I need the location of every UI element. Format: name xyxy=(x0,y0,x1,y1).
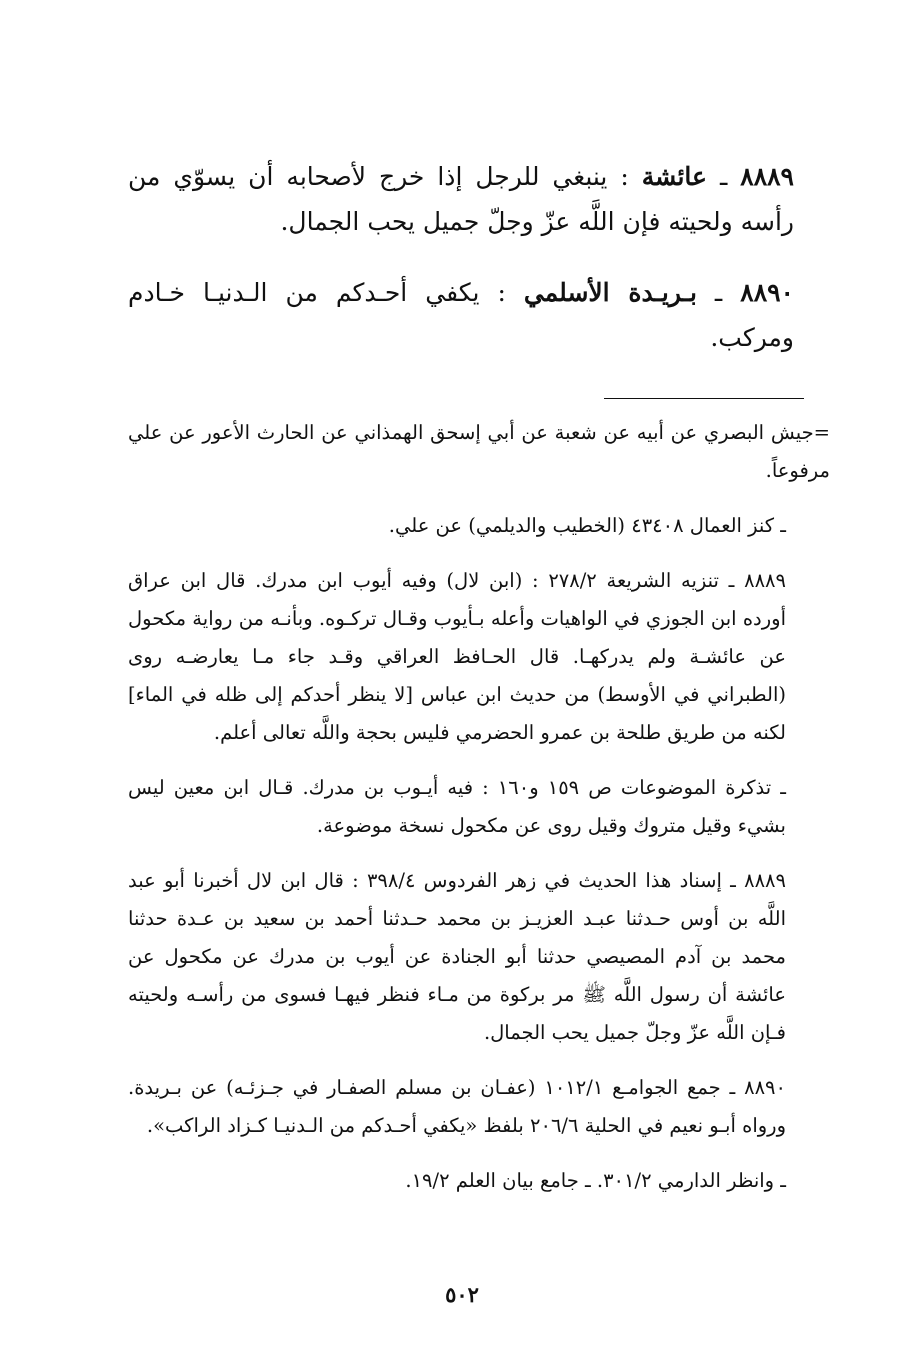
narrator-name: بـريـدة الأسلمي xyxy=(523,278,697,307)
entry-number: ٨٨٩٠ xyxy=(740,278,794,307)
footnote: ٨٨٨٩ ـ إسناد هذا الحديث في زهر الفردوس ٣٩٨/٤ : قال ابن لال أخبرنا أبو عبد اللَّه بن أوس حـدثنا عبـد العزيـز بن محمد حـدثنا أحمد بن سعيد بن عـدة حدثنا محمد بن آدم المصيصي حدثنا أبو الجنادة عن أيوب بن مدرك عن مكحول عن عائشة أن رسول اللَّه ﷺ مر بركوة من مـاء فنظر فيهـا فسوى من رأسـه ولحيته فـإن اللَّه عزّ وجلّ جميل يحب الجمال. xyxy=(128,869,786,1044)
footnotes-section xyxy=(128,414,830,1217)
page-number: ٥٠٢ xyxy=(445,1282,479,1307)
footnote: ٨٨٨٩ ـ تنزيه الشريعة ٢٧٨/٢ : (ابن لال) وفيه أيوب ابن مدرك. قال ابن عراق أورده ابن الجوزي في الواهيات وأعله بـأيوب وقـال تركـوه. وبأنـه من رواية مكحول عن عائشـة ولم يدركهـا. قال الحـافظ العراقي وقـد جاء مـا يعارضـه روى (الطبراني في الأوسط) من حديث ابن عباس [لا ينظر أحدكم إلى ظله في الماء] لكنه من طريق طلحة بن عمرو الحضرمي فليس بحجة واللَّه تعالى أعلم. xyxy=(128,569,786,744)
footnote: ـ كنز العمال ٤٣٤٠٨ (الخطيب والديلمي) عن علي. xyxy=(388,514,786,537)
hadith-text: يكفي أحـدكم من الـدنيـا خـادم ومركب. xyxy=(128,278,794,352)
narrator-name: عائشة xyxy=(641,162,707,191)
footnote: ـ وانظر الدارمي ٣٠١/٢. ـ جامع بيان العلم ١٩/٢. xyxy=(405,1169,786,1192)
entry-separator: ـ xyxy=(696,278,723,307)
footnote-divider xyxy=(604,398,804,399)
footnote: ٨٨٩٠ ـ جمع الجوامـع ١٠١٢/١ (عفـان بن مسلم الصفـار في جـزئـه) عن بـريدة. ورواه أبـو نعيم في الحلية ٢٠٦/٦ بلفظ «يكفي أحـدكم من الـدنيـا كـزاد الراكب». xyxy=(128,1076,786,1137)
colon-separator: : xyxy=(479,278,524,307)
entry-separator: ـ xyxy=(706,162,728,191)
hadith-entry xyxy=(128,270,794,360)
hadith-text: ينبغي للرجل إذا خرج لأصحابه أن يسوّي من رأسه ولحيته فإن اللَّه عزّ وجلّ جميل يحب الجمال. xyxy=(128,162,794,236)
colon-separator: : xyxy=(607,162,642,191)
entry-number: ٨٨٨٩ xyxy=(740,162,794,191)
footnote-continuation: =جيش البصري عن أبيه عن شعبة عن أبي إسحق الهمذاني عن الحارث الأعور عن علي مرفوعاً. xyxy=(128,421,830,482)
hadith-entry xyxy=(128,154,794,244)
footnote: ـ تذكرة الموضوعات ص ١٥٩ و١٦٠ : فيه أيـوب بن مدرك. قـال ابن معين ليس بشيء وقيل متروك وقيل روى عن مكحول نسخة موضوعة. xyxy=(128,776,786,837)
